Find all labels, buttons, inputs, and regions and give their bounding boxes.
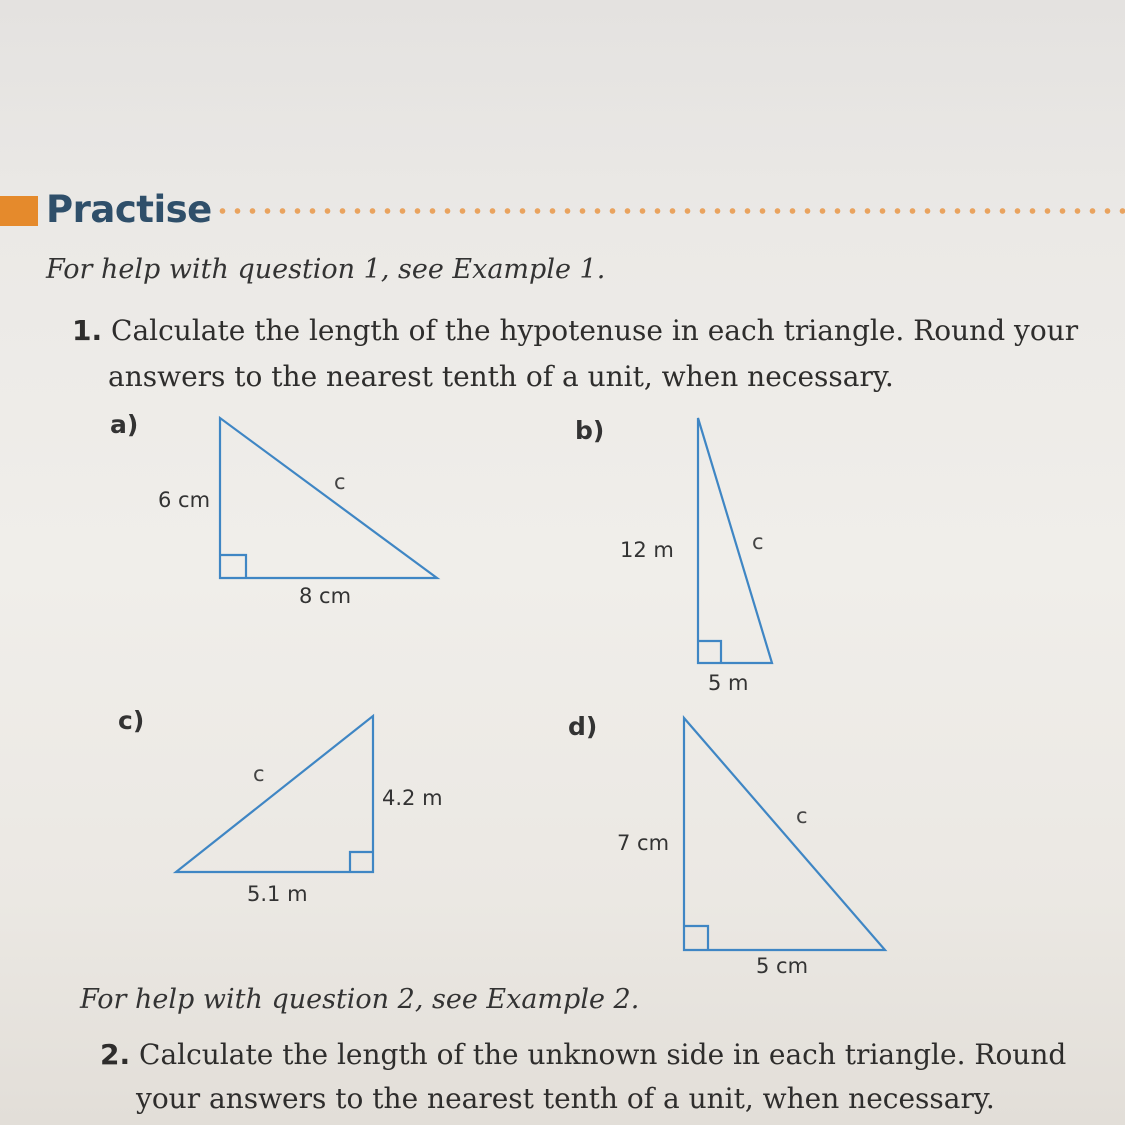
triangle-d-hypotenuse: c xyxy=(796,804,808,828)
triangle-c-right-angle xyxy=(350,852,373,872)
triangle-b-leg-vertical: 12 m xyxy=(620,538,674,562)
help-note-1: For help with question 1, see Example 1. xyxy=(46,254,606,285)
question-1-text: Calculate the length of the hypotenuse in each triangle. Round your xyxy=(111,314,1079,347)
triangle-c-leg-horizontal: 5.1 m xyxy=(247,882,308,906)
section-title: Practise xyxy=(46,188,212,231)
triangle-b-hypotenuse: c xyxy=(752,530,764,554)
triangle-c xyxy=(176,716,373,872)
question-1-number: 1. xyxy=(72,314,103,347)
triangle-d xyxy=(684,718,885,950)
triangle-a-leg-horizontal: 8 cm xyxy=(299,584,352,608)
question-2-number: 2. xyxy=(100,1038,131,1071)
question-1-line-2: answers to the nearest tenth of a unit, when necessary. xyxy=(108,360,894,393)
help-note-2: For help with question 2, see Example 2. xyxy=(80,984,640,1015)
question-2-text: Calculate the length of the unknown side in each triangle. Round xyxy=(139,1038,1067,1071)
triangle-a-right-angle xyxy=(220,555,246,578)
question-2-line-2: your answers to the nearest tenth of a unit, when necessary. xyxy=(136,1082,995,1115)
triangle-c-leg-vertical: 4.2 m xyxy=(382,786,443,810)
question-2-line-1 xyxy=(100,1038,1066,1071)
triangle-b-leg-horizontal: 5 m xyxy=(708,671,749,695)
triangle-d-leg-horizontal: 5 cm xyxy=(756,954,809,978)
triangle-a xyxy=(220,418,437,578)
part-b-label: b) xyxy=(575,416,605,445)
triangle-a-leg-vertical: 6 cm xyxy=(158,488,211,512)
part-a-label: a) xyxy=(110,410,139,439)
triangle-a-hypotenuse: c xyxy=(334,470,346,494)
part-d-label: d) xyxy=(568,712,598,741)
part-c-label: c) xyxy=(118,706,145,735)
triangle-b-right-angle xyxy=(698,641,721,663)
triangle-d-right-angle xyxy=(684,926,708,950)
triangle-c-hypotenuse: c xyxy=(253,762,265,786)
triangle-d-leg-vertical: 7 cm xyxy=(617,831,670,855)
